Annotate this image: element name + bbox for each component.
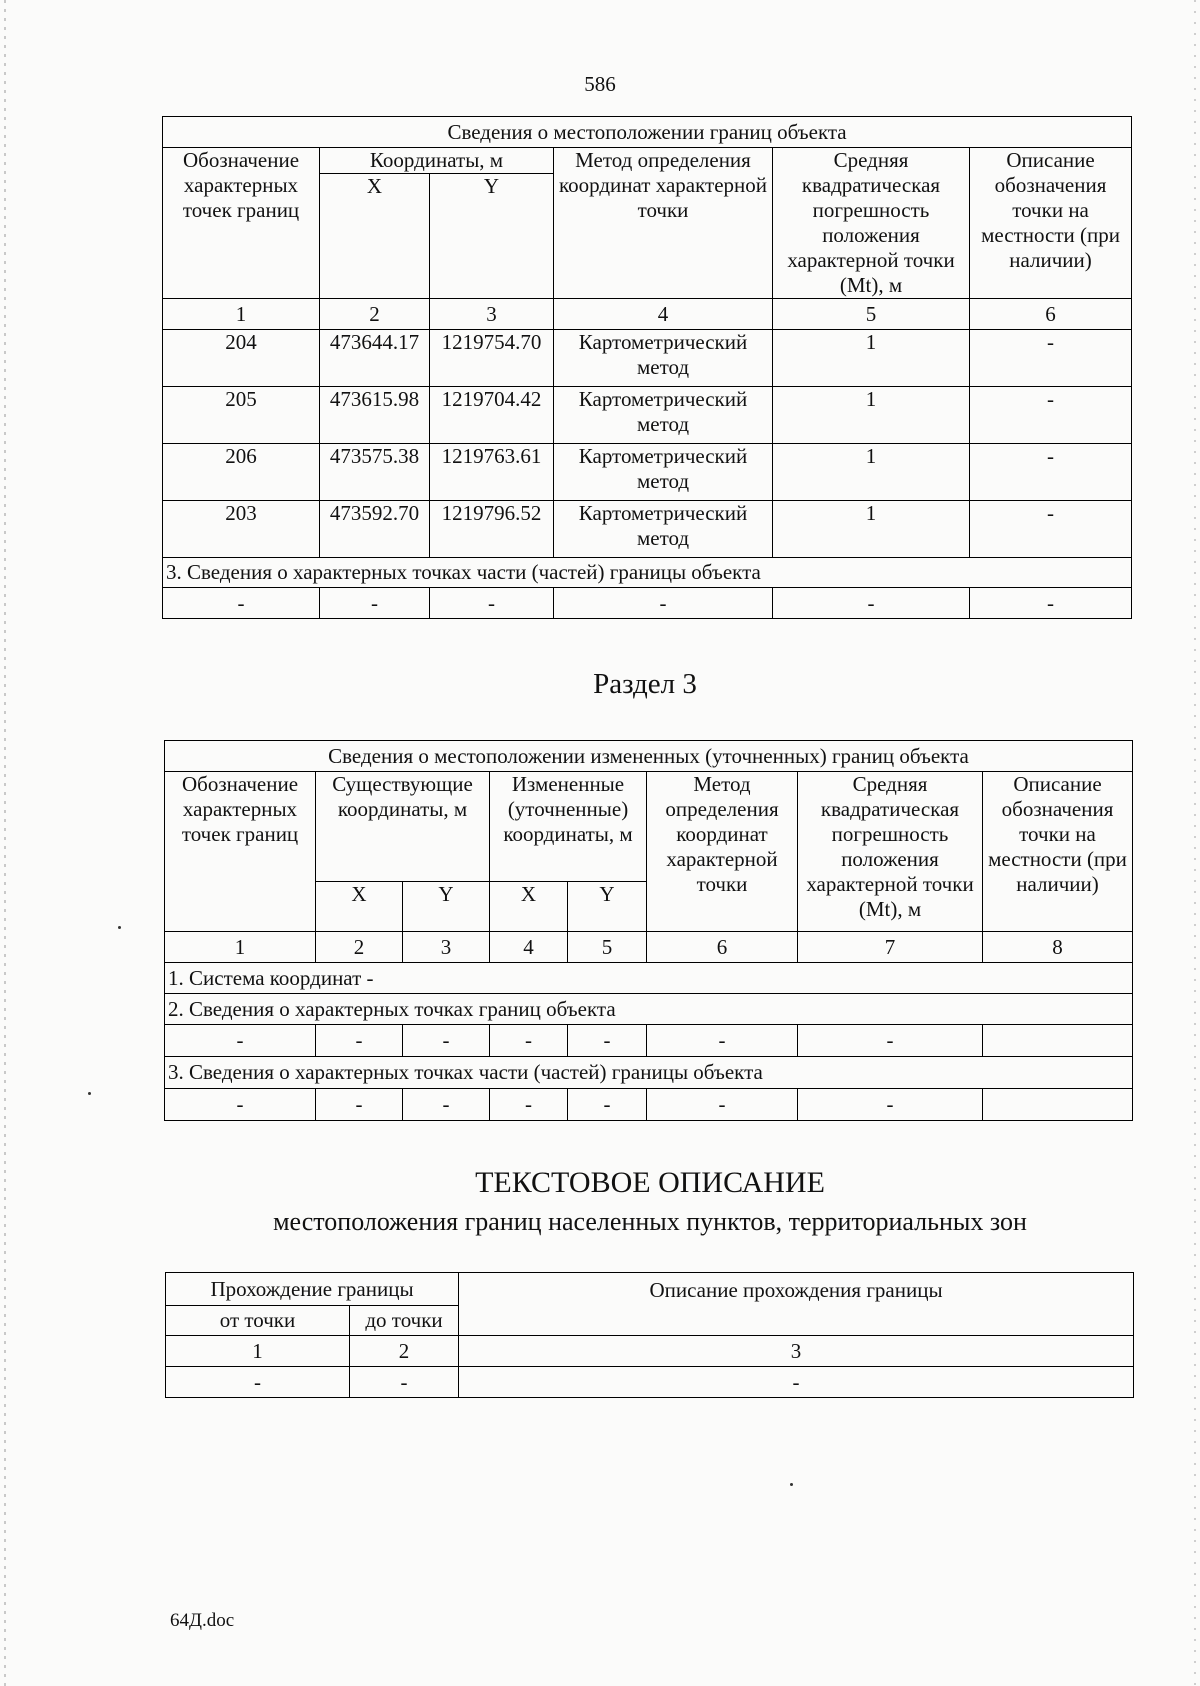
cell-dash: - bbox=[430, 588, 554, 619]
description: - bbox=[970, 387, 1132, 444]
coord-y: 1219754.70 bbox=[430, 330, 554, 387]
method: Картометрический метод bbox=[554, 501, 773, 558]
table-row bbox=[166, 1367, 1134, 1398]
points-heading: 2. Сведения о характерных точках границ объекта bbox=[165, 994, 1133, 1025]
error: 1 bbox=[773, 501, 970, 558]
scan-speck bbox=[790, 1483, 793, 1486]
footer-filename: 64Д.doc bbox=[170, 1610, 235, 1631]
description: - bbox=[970, 444, 1132, 501]
table-row bbox=[163, 444, 1132, 501]
cell-dash: - bbox=[554, 588, 773, 619]
cell-dash: - bbox=[798, 1089, 983, 1121]
parts-heading: 3. Сведения о характерных точках части (частей) границы объекта bbox=[165, 1057, 1133, 1089]
point-id: 204 bbox=[163, 330, 320, 387]
header-designation: Обозначение характерных точек границ bbox=[163, 148, 320, 299]
header-y: Y bbox=[430, 174, 554, 299]
column-number: 3 bbox=[430, 299, 554, 330]
page-number: 586 bbox=[584, 72, 616, 96]
boundary-location-table bbox=[162, 116, 1132, 619]
error: 1 bbox=[773, 330, 970, 387]
cell-dash: - bbox=[403, 1025, 490, 1057]
cell-dash: - bbox=[490, 1089, 568, 1121]
cell-dash: - bbox=[165, 1025, 316, 1057]
coord-x: 473615.98 bbox=[320, 387, 430, 444]
cell-dash: - bbox=[647, 1025, 798, 1057]
column-number: 1 bbox=[163, 299, 320, 330]
coord-x: 473592.70 bbox=[320, 501, 430, 558]
header-x: X bbox=[316, 882, 403, 932]
text-description-subtitle: местоположения границ населенных пунктов, территориальных зон bbox=[273, 1207, 1027, 1236]
description: - bbox=[970, 501, 1132, 558]
point-id: 206 bbox=[163, 444, 320, 501]
header-passage: Прохождение границы bbox=[166, 1273, 459, 1306]
table-row bbox=[163, 330, 1132, 387]
header-designation: Обозначение характерных точек границ bbox=[165, 772, 316, 932]
column-number: 4 bbox=[554, 299, 773, 330]
cell-dash: - bbox=[403, 1089, 490, 1121]
header-x: X bbox=[490, 882, 568, 932]
section-heading: Раздел 3 bbox=[593, 668, 697, 700]
column-number: 6 bbox=[647, 932, 798, 963]
parts-heading: 3. Сведения о характерных точках части (частей) границы объекта bbox=[163, 558, 1132, 588]
column-number: 7 bbox=[798, 932, 983, 963]
column-number: 8 bbox=[983, 932, 1133, 963]
cell-dash: - bbox=[163, 588, 320, 619]
column-number: 3 bbox=[403, 932, 490, 963]
header-x: X bbox=[320, 174, 430, 299]
table-title: Сведения о местоположении границ объекта bbox=[163, 117, 1132, 148]
cell-dash: - bbox=[647, 1089, 798, 1121]
table-row bbox=[163, 387, 1132, 444]
cell-dash: - bbox=[165, 1089, 316, 1121]
scan-speck bbox=[88, 1092, 91, 1095]
header-coordinates: Координаты, м bbox=[320, 148, 554, 174]
header-y: Y bbox=[568, 882, 647, 932]
cell-empty bbox=[983, 1025, 1133, 1057]
cell-dash: - bbox=[316, 1025, 403, 1057]
column-number: 6 bbox=[970, 299, 1132, 330]
method: Картометрический метод bbox=[554, 444, 773, 501]
header-from-point: от точки bbox=[166, 1306, 350, 1336]
coord-y: 1219704.42 bbox=[430, 387, 554, 444]
cell-empty bbox=[983, 1089, 1133, 1121]
scan-edge-left bbox=[4, 0, 6, 1686]
header-to-point: до точки bbox=[350, 1306, 459, 1336]
table-row bbox=[165, 1089, 1133, 1121]
description: - bbox=[970, 330, 1132, 387]
cell-dash: - bbox=[568, 1025, 647, 1057]
header-passage-description: Описание прохождения границы bbox=[459, 1273, 1134, 1336]
column-number: 2 bbox=[316, 932, 403, 963]
method: Картометрический метод bbox=[554, 387, 773, 444]
cell-dash: - bbox=[970, 588, 1132, 619]
coord-x: 473644.17 bbox=[320, 330, 430, 387]
coord-y: 1219796.52 bbox=[430, 501, 554, 558]
column-number: 3 bbox=[459, 1336, 1134, 1367]
coord-system-row: 1. Система координат - bbox=[165, 963, 1133, 994]
cell-dash: - bbox=[350, 1367, 459, 1398]
column-number: 2 bbox=[350, 1336, 459, 1367]
point-id: 203 bbox=[163, 501, 320, 558]
scan-speck bbox=[118, 926, 121, 929]
column-number: 1 bbox=[165, 932, 316, 963]
cell-dash: - bbox=[166, 1367, 350, 1398]
point-id: 205 bbox=[163, 387, 320, 444]
coord-x: 473575.38 bbox=[320, 444, 430, 501]
header-method: Метод определения координат характерной точки bbox=[554, 148, 773, 299]
header-existing-coordinates: Существующие координаты, м bbox=[316, 772, 490, 882]
header-error: Средняя квадратическая погрешность положения характерной точки (Mt), м bbox=[798, 772, 983, 932]
column-number: 5 bbox=[773, 299, 970, 330]
header-error: Средняя квадратическая погрешность положения характерной точки (Mt), м bbox=[773, 148, 970, 299]
header-changed-coordinates: Измененные (уточненные) координаты, м bbox=[490, 772, 647, 882]
table-row bbox=[163, 588, 1132, 619]
column-number: 4 bbox=[490, 932, 568, 963]
error: 1 bbox=[773, 444, 970, 501]
column-number: 2 bbox=[320, 299, 430, 330]
cell-dash: - bbox=[316, 1089, 403, 1121]
method: Картометрический метод bbox=[554, 330, 773, 387]
cell-dash: - bbox=[568, 1089, 647, 1121]
cell-dash: - bbox=[320, 588, 430, 619]
column-number: 5 bbox=[568, 932, 647, 963]
changed-boundary-table bbox=[164, 740, 1133, 1121]
error: 1 bbox=[773, 387, 970, 444]
table-row bbox=[163, 501, 1132, 558]
boundary-passage-table bbox=[165, 1272, 1134, 1398]
scan-edge-right bbox=[1194, 0, 1196, 1686]
header-description: Описание обозначения точки на местности (при наличии) bbox=[983, 772, 1133, 932]
table-title: Сведения о местоположении измененных (уточненных) границ объекта bbox=[165, 741, 1133, 772]
cell-dash: - bbox=[773, 588, 970, 619]
header-description: Описание обозначения точки на местности (при наличии) bbox=[970, 148, 1132, 299]
header-y: Y bbox=[403, 882, 490, 932]
cell-dash: - bbox=[798, 1025, 983, 1057]
cell-dash: - bbox=[490, 1025, 568, 1057]
column-number: 1 bbox=[166, 1336, 350, 1367]
coord-y: 1219763.61 bbox=[430, 444, 554, 501]
header-method: Метод определения координат характерной точки bbox=[647, 772, 798, 932]
text-description-title: ТЕКСТОВОЕ ОПИСАНИЕ bbox=[475, 1166, 825, 1199]
table-row bbox=[165, 1025, 1133, 1057]
cell-dash: - bbox=[459, 1367, 1134, 1398]
